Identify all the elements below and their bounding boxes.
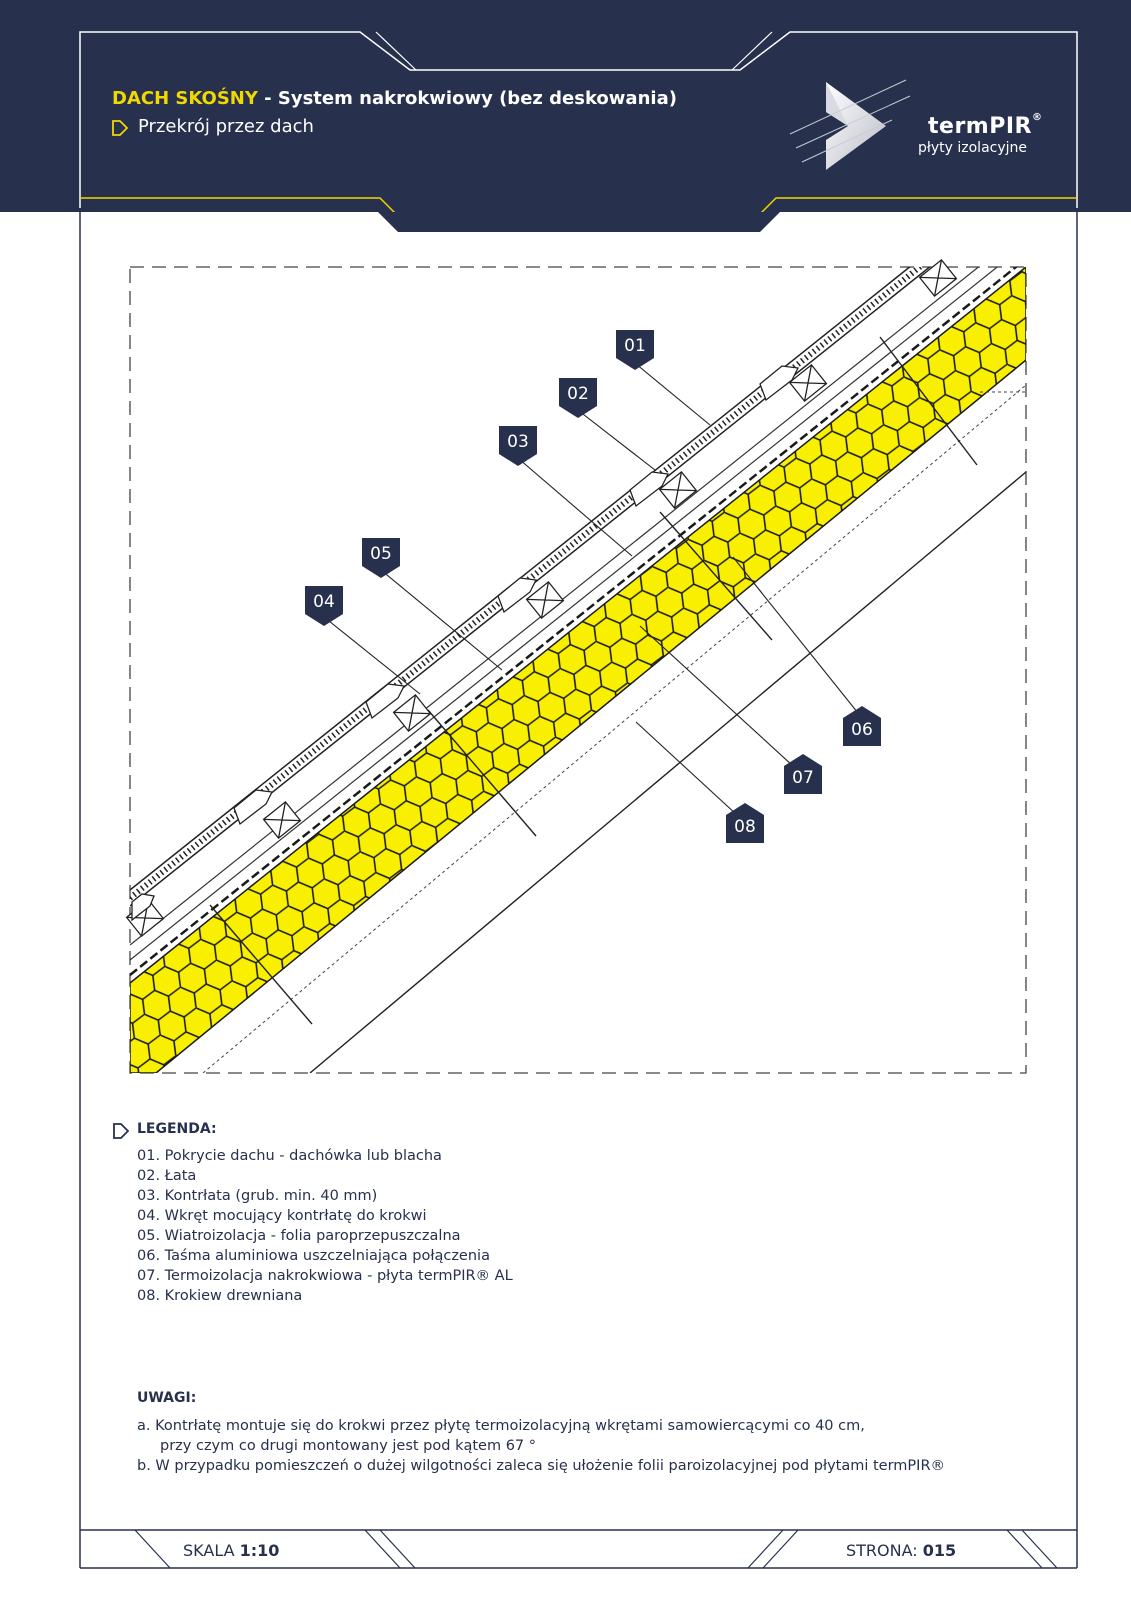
diagram-label-07-text: 07 (792, 768, 814, 788)
diagram-label-06-text: 06 (851, 720, 873, 740)
note-a-line1: a. Kontrłatę montuje się do krokwi przez płytę termoizolacyjną wkrętami samowiercącymi co 40 cm, (137, 1418, 865, 1434)
page-label: STRONA: (846, 1541, 918, 1560)
battens-group (127, 260, 957, 936)
legend-arrow-icon (112, 1122, 130, 1140)
diagram-label-04-text: 04 (313, 592, 335, 612)
diagram-label-08-text: 08 (734, 817, 756, 837)
legend-item: 02. Łata (137, 1168, 197, 1184)
diagram-label-01-text: 01 (624, 336, 646, 356)
tile-noses (132, 366, 798, 920)
diagram-label-05 (362, 538, 400, 576)
legend-item: 03. Kontrłata (grub. min. 40 mm) (137, 1188, 378, 1204)
diagram-label-08 (726, 803, 764, 841)
diagram-label-03 (499, 426, 537, 464)
legend-title: LEGENDA: (137, 1121, 217, 1137)
footer-page (846, 1541, 956, 1560)
diagram-label-07 (784, 754, 822, 792)
title-rest: - System nakrokwiowy (bez deskowania) (257, 88, 677, 109)
legend-item: 05. Wiatroizolacja - folia paroprzepuszczalna (137, 1228, 461, 1244)
page-subtitle: Przekrój przez dach (138, 116, 314, 137)
membrane-line (130, 259, 1026, 975)
brand-name-text: termPIR (928, 114, 1032, 139)
legend-item: 07. Termoizolacja nakrokwiowa - płyta termPIR® AL (137, 1268, 513, 1284)
title-accent: DACH SKOŚNY (112, 88, 258, 109)
diagram-label-04 (305, 586, 343, 624)
diagram-label-02 (559, 378, 597, 416)
legend-list (137, 1146, 513, 1306)
note-a-line2: przy czym co drugi montowany jest pod kątem 67 ° (160, 1438, 537, 1454)
page-number: 015 (922, 1541, 957, 1560)
scale-value: 1:10 (239, 1541, 280, 1560)
brand-tagline: płyty izolacyjne (918, 140, 1028, 156)
brand-registered-mark: ® (1031, 112, 1043, 123)
diagram-label-03-text: 03 (507, 432, 529, 452)
legend-item: 04. Wkręt mocujący kontrłatę do krokwi (137, 1208, 427, 1224)
note-b-line1: b. W przypadku pomieszczeń o dużej wilgotności zaleca się ułożenie folii paroizolacyjnej pod płytami termPIR® (137, 1458, 946, 1474)
notes-title: UWAGI: (137, 1390, 197, 1406)
diagram-label-02-text: 02 (567, 384, 589, 404)
diagram-label-05-text: 05 (370, 544, 392, 564)
legend-item: 06. Taśma aluminiowa uszczelniająca połączenia (137, 1248, 490, 1264)
legend-item: 08. Krokiew drewniana (137, 1288, 303, 1304)
scale-label: SKALA (183, 1541, 235, 1560)
diagram-label-06 (843, 706, 881, 744)
legend-item: 01. Pokrycie dachu - dachówka lub blacha (137, 1148, 442, 1164)
footer-scale (183, 1541, 279, 1560)
roof-tiles-upper (130, 174, 1026, 890)
diagram-label-01 (616, 330, 654, 368)
